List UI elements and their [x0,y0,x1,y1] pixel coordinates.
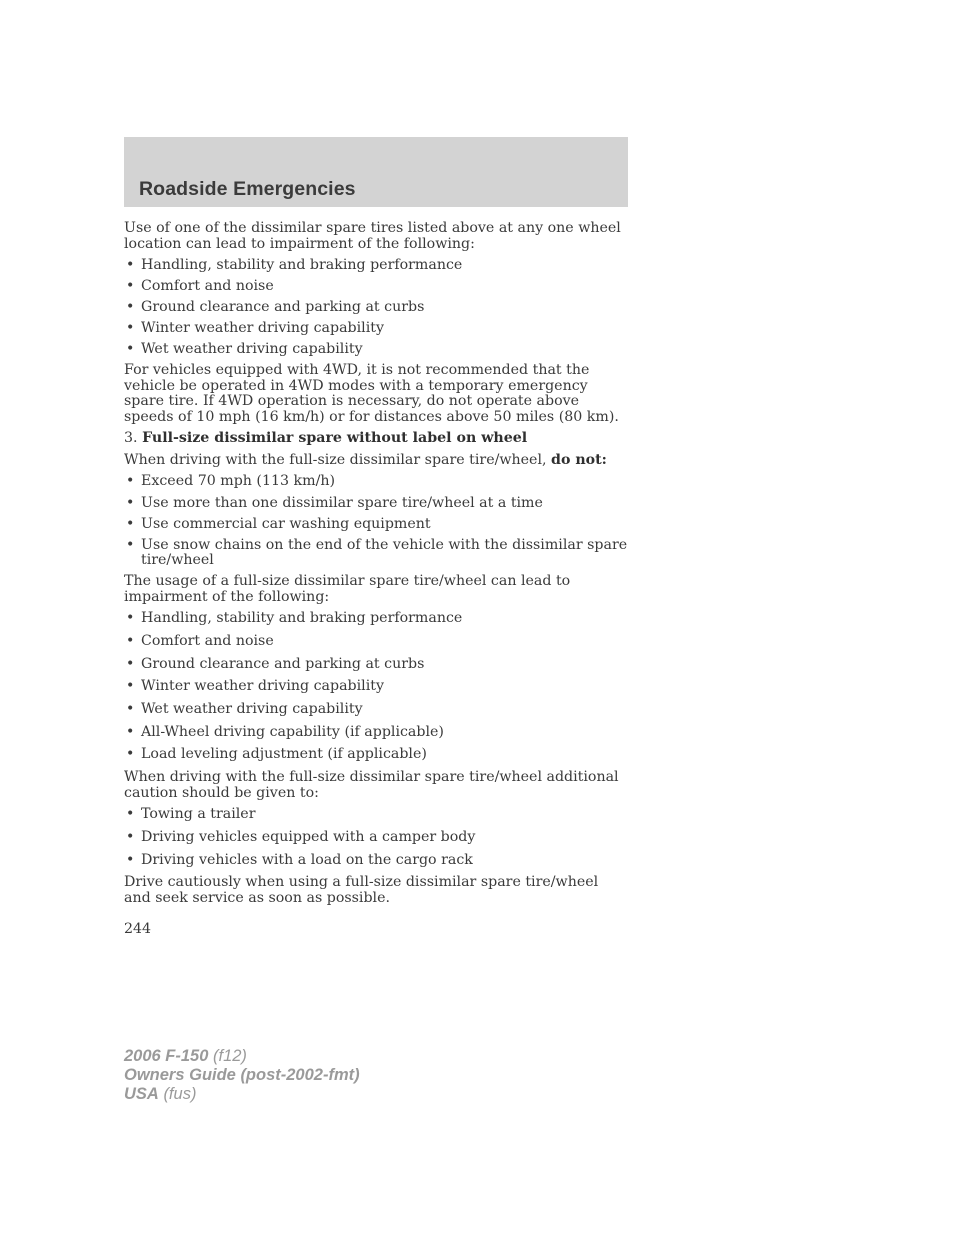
list-item: • Wet weather driving capability [124,702,628,718]
list-item: • Load leveling adjustment (if applicable) [124,747,628,763]
list-item: • Driving vehicles with a load on the cargo rack [124,853,628,869]
list-item: • All-Wheel driving capability (if applicable) [124,725,628,741]
list-item: • Comfort and noise [124,279,628,295]
footer-line-region [124,1085,360,1104]
section-number: 3. [124,430,138,447]
driving-paragraph [124,453,628,469]
list-item: • Winter weather driving capability [124,321,628,337]
page-number: 244 [124,921,152,938]
footer-guide: Owners Guide (post-2002-fmt) [124,1066,360,1084]
intro-paragraph: Use of one of the dissimilar spare tires listed above at any one wheel location can lead to impairment of the following: [124,220,621,252]
usage-impairment-list [124,611,628,763]
do-not-label: do not: [551,451,607,468]
footer-region-code: (fus) [163,1085,197,1103]
driving-text: When driving with the full-size dissimilar spare tire/wheel, [124,451,547,468]
do-not-list [124,474,628,568]
list-item: • Comfort and noise [124,634,628,650]
list-item: • Ground clearance and parking at curbs [124,657,628,673]
usage-paragraph: The usage of a full-size dissimilar spare tire/wheel can lead to impairment of the following: [124,573,571,605]
impairment-list [124,258,628,358]
caution-paragraph: When driving with the full-size dissimilar spare tire/wheel additional caution should be given to: [124,769,619,801]
section-3-heading [124,431,628,447]
footer-region: USA [124,1085,159,1103]
footer-line-model [124,1047,360,1066]
list-item: • Use commercial car washing equipment [124,517,628,533]
caution-list [124,807,628,868]
list-item: • Exceed 70 mph (113 km/h) [124,474,628,490]
section-header-band [124,137,628,207]
list-item: • Handling, stability and braking performance [124,258,628,274]
list-item: • Use snow chains on the end of the vehicle with the dissimilar spare tire/wheel [124,538,628,569]
page-body [124,221,628,938]
list-item: • Ground clearance and parking at curbs [124,300,628,316]
list-item: • Wet weather driving capability [124,342,628,358]
document-footer [124,1047,360,1104]
list-item: • Driving vehicles equipped with a camper body [124,830,628,846]
footer-model: 2006 F-150 [124,1047,209,1065]
section-3-title: Full-size dissimilar spare without label on wheel [142,430,528,447]
list-item: • Towing a trailer [124,807,628,823]
4wd-paragraph: For vehicles equipped with 4WD, it is not recommended that the vehicle be operated in 4WD modes with a temporary emergency spare tire. If 4WD operation is necessary, do not operate above speeds of 10 mph (16 km/h) or for distances above 50 miles (80 km). [124,362,619,425]
section-title: Roadside Emergencies [139,178,356,200]
final-paragraph: Drive cautiously when using a full-size dissimilar spare tire/wheel and seek service as soon as possible. [124,874,599,906]
list-item: • Winter weather driving capability [124,679,628,695]
list-item: • Use more than one dissimilar spare tire/wheel at a time [124,496,628,512]
list-item: • Handling, stability and braking performance [124,611,628,627]
footer-model-code: (f12) [213,1047,247,1065]
